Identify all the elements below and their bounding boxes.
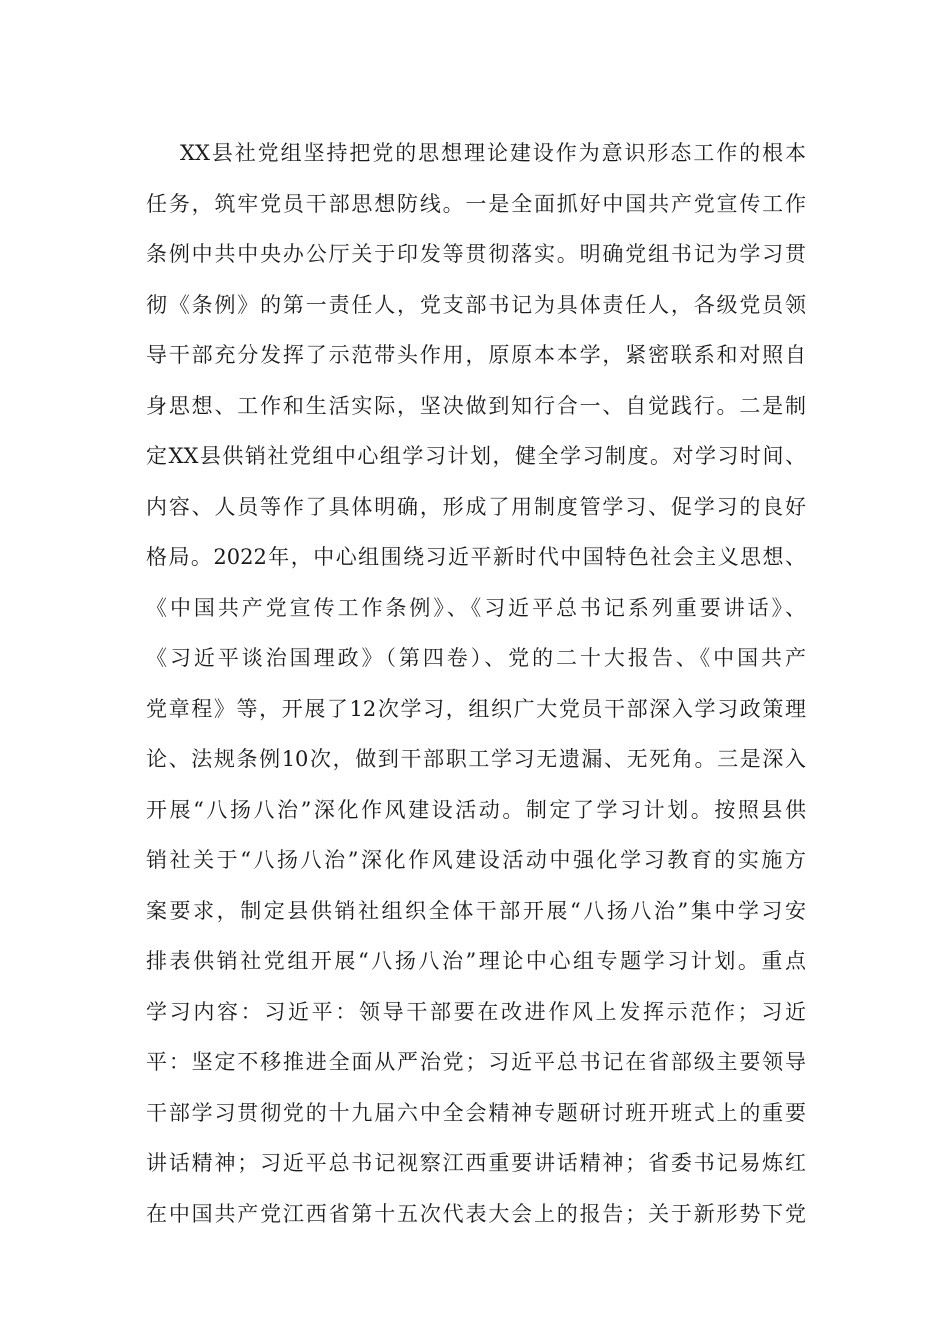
paragraph-line: 内容、人员等作了具体明确，形成了用制度管学习、促学习的良好 (146, 494, 806, 519)
paragraph-line: 定XX县供销社党组中心组学习计划，健全学习制度。对学习时间、 (146, 444, 806, 468)
paragraph-line: 党章程》等，开展了12次学习，组织广大党员干部深入学习政策理 (146, 696, 806, 721)
paragraph-line: 导干部充分发挥了示范带头作用，原原本本学，紧密联系和对照自 (146, 343, 806, 367)
paragraph-line: 格局。2022年，中心组围绕习近平新时代中国特色社会主义思想、 (146, 545, 806, 569)
paragraph-line: 干部学习贯彻党的十九届六中全会精神专题研讨班开班式上的重要 (146, 1100, 806, 1125)
paragraph-line: 学习内容：习近平：领导干部要在改进作风上发挥示范作；习近 (146, 999, 806, 1024)
paragraph-line: 销社关于“八扬八治”深化作风建设活动中强化学习教育的实施方 (146, 848, 806, 872)
body-paragraph (146, 128, 806, 1239)
paragraph-line: 《中国共产党宣传工作条例》、《习近平总书记系列重要讲话》、 (146, 595, 806, 620)
paragraph-line: 开展“八扬八治”深化作风建设活动。制定了学习计划。按照县供 (146, 797, 806, 822)
paragraph-line: 平：坚定不移推进全面从严治党；习近平总书记在省部级主要领导 (146, 1050, 806, 1074)
paragraph-line: 讲话精神；习近平总书记视察江西重要讲话精神；省委书记易炼红 (146, 1151, 806, 1175)
paragraph-line: 排表供销社党组开展“八扬八治”理论中心组专题学习计划。重点 (146, 949, 806, 973)
paragraph-line: 彻《条例》的第一责任人，党支部书记为具体责任人，各级党员领 (146, 292, 806, 317)
paragraph-line: 任务，筑牢党员干部思想防线。一是全面抓好中国共产党宣传工作 (146, 191, 806, 216)
paragraph-line: 案要求，制定县供销社组织全体干部开展“八扬八治”集中学习安 (146, 898, 806, 923)
paragraph-line: 《习近平谈治国理政》（第四卷）、党的二十大报告、《中国共产 (146, 646, 806, 670)
paragraph-line: 论、法规条例10次，做到干部职工学习无遗漏、无死角。三是深入 (146, 747, 806, 771)
paragraph-line: 条例中共中央办公厅关于印发等贯彻落实。明确党组书记为学习贯 (146, 242, 806, 266)
paragraph-line: XX县社党组坚持把党的思想理论建设作为意识形态工作的根本 (180, 141, 806, 165)
paragraph-line: 在中国共产党江西省第十五次代表大会上的报告；关于新形势下党 (146, 1201, 806, 1226)
paragraph-line: 身思想、工作和生活实际，坚决做到知行合一、自觉践行。二是制 (146, 393, 806, 418)
